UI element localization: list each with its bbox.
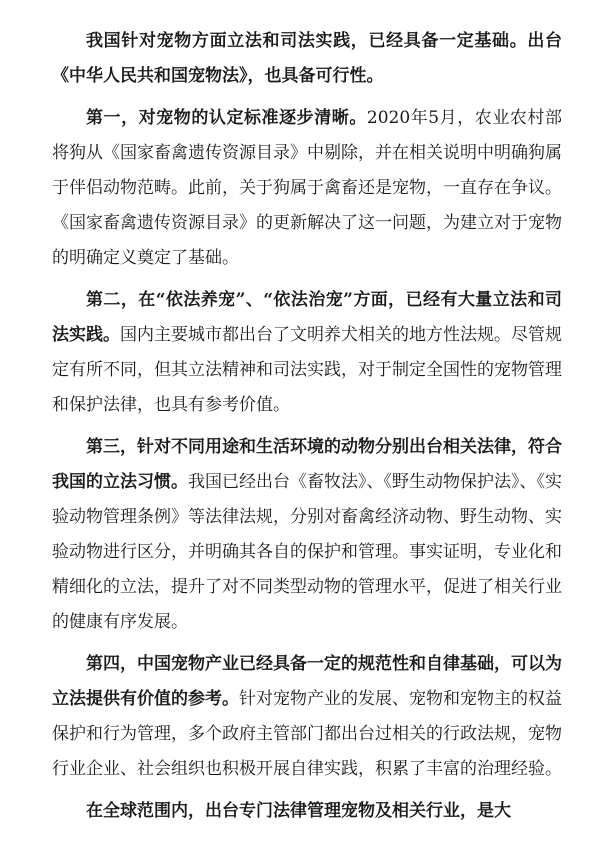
paragraph-body: 我国已经出台《畜牧法》、《野生动物保护法》、《实验动物管理条例》等法律法规，分别对畜禽经济动物、野生动物、实验动物进行区分，并明确其各自的保护和管理。事实证明，专业化和精细化的立法，提升了对不同类型动物的管理水平，促进了相关行业的健康有序发展。 xyxy=(52,472,562,632)
paragraph-fourth xyxy=(52,647,562,787)
paragraph-lead: 第三，针对不同用途和生活环境的动物分别出台相关法律，符合我国的立法习惯。 xyxy=(52,437,562,492)
paragraph-intro xyxy=(52,24,562,94)
paragraph-body: 国内主要城市都出台了文明养犬相关的地方性法规。尽管规定有所不同，但其立法精神和司法实践，对于制定全国性的宠物管理和保护法律，也具有参考价值。 xyxy=(52,325,562,415)
document-page xyxy=(52,24,562,836)
paragraph-lead: 我国针对宠物方面立法和司法实践，已经具备一定基础。出台《中华人民共和国宠物法》，也具备可行性。 xyxy=(52,31,562,86)
paragraph-lead: 在全球范围内，出台专门法律管理宠物及相关行业，是大 xyxy=(86,801,511,821)
paragraph-global xyxy=(52,794,562,829)
paragraph-first xyxy=(52,101,562,276)
paragraph-lead: 第四，中国宠物产业已经具备一定的规范性和自律基础，可以为立法提供有价值的参考。 xyxy=(52,654,562,709)
paragraph-body: 2020年5月，农业农村部将狗从《国家畜禽遗传资源目录》中剔除，并在相关说明中明确狗属于伴侣动物范畴。此前，关于狗属于禽畜还是宠物，一直存在争议。《国家畜禽遗传资源目录》的更新解决了这一问题，为建立对于宠物的明确定义奠定了基础。 xyxy=(52,108,562,268)
paragraph-lead: 第一，对宠物的认定标准逐步清晰。 xyxy=(86,108,367,128)
paragraph-third xyxy=(52,430,562,640)
paragraph-lead: 第二，在“依法养宠”、“依法治宠”方面，已经有大量立法和司法实践。 xyxy=(52,290,562,345)
paragraph-second xyxy=(52,283,562,423)
paragraph-body: 针对宠物产业的发展、宠物和宠物主的权益保护和行为管理，多个政府主管部门都出台过相关的行政法规，宠物行业企业、社会组织也积极开展自律实践，积累了丰富的治理经验。 xyxy=(52,689,562,779)
